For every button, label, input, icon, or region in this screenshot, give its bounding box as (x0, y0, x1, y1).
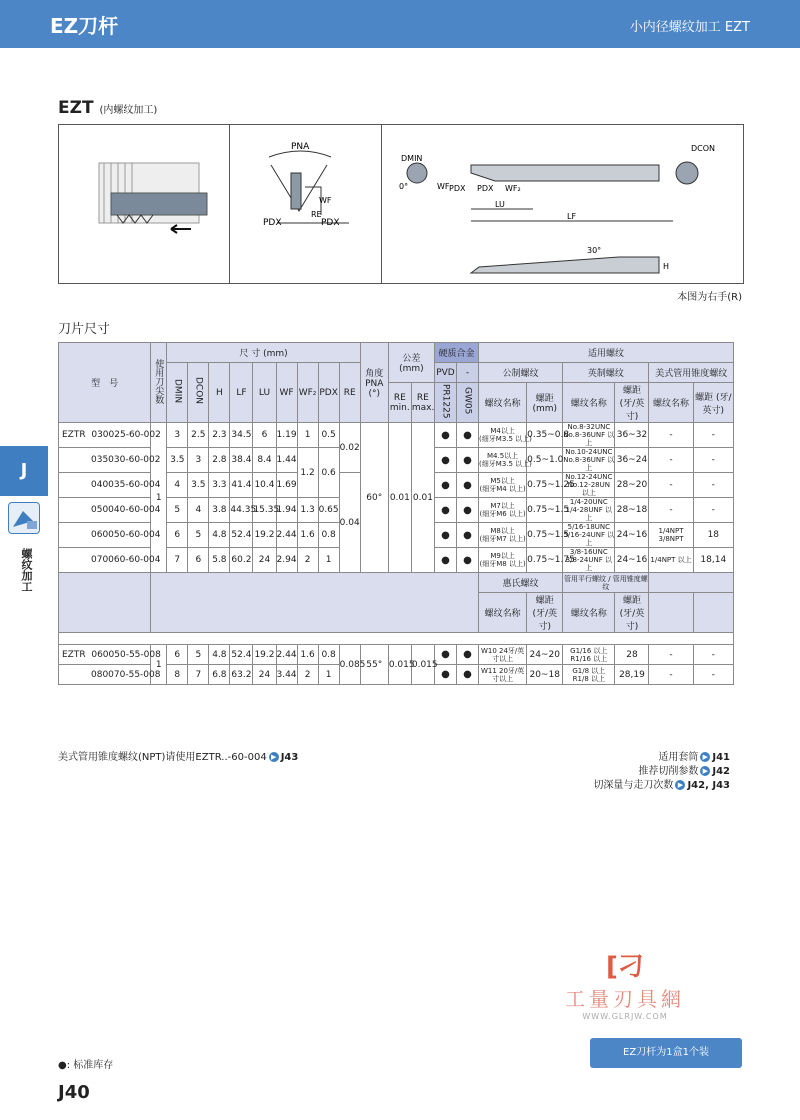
threading-icon (8, 502, 40, 534)
label-pdx-holder: PDX (449, 184, 466, 193)
th-angle: 角度 PNA (°) (360, 343, 388, 423)
label-30: 30° (587, 246, 602, 255)
th-h: H (209, 363, 230, 423)
th-tol: 公差 (mm) (388, 343, 434, 383)
label-dmin: DMIN (401, 154, 423, 163)
th-npt: 美式管用锥度螺纹 (649, 363, 734, 383)
th-lf: LF (230, 363, 253, 423)
th-pvd: PVD (434, 363, 456, 383)
th-gw05: GW05 (462, 387, 473, 415)
header-right-title: 小内径螺纹加工 EZT (629, 20, 750, 35)
label-wf: WF (319, 196, 332, 205)
table-row: 060050-60-004 6 5 4.8 52.4 19.2 2.44 1.6 0.8 ● ● M8以上 (细牙M7 以上) 0.75~1.5 5/16-18UNC 5/16-24UNF 以上 24~16 1/4NPT 3/8NPT 18 (59, 523, 734, 548)
ref-j43[interactable]: J43 (280, 752, 299, 763)
table-row: 080070-55-008 8 7 6.8 63.2 24 3.44 2 1 ● ● W11 20牙/英寸以上 20~18 G1/8 以上 R1/8 以上 28,19 - - (59, 665, 734, 685)
th-m-pitch: 螺距 (mm) (527, 383, 563, 423)
th-pdx: PDX (318, 363, 339, 423)
ref-cutting[interactable]: 推荐切削参数 ▶ J42 (638, 766, 730, 777)
th-n-pitch: 螺距 (牙/英寸) (693, 383, 733, 423)
label-pdx-right: PDX (321, 218, 340, 228)
page-number: J40 (58, 1082, 90, 1103)
ref-passes[interactable]: 切深量与走刀次数 ▶ J42, J43 (593, 780, 730, 791)
table-row: 070060-60-004 7 6 5.8 60.2 24 2.94 2 1 ● ● M9以上 (细牙M8 以上) 0.75~1.75 3/8-16UNC 3/8-24UNF 以上 24~16 1/4NPT 以上 18,14 (59, 548, 734, 573)
watermark-url: WWW.GLRJW.COM (582, 1012, 668, 1021)
th-i-name: 螺纹名称 (563, 383, 615, 423)
label-wf-holder: WF (437, 182, 450, 191)
section-subtitle: (内螺纹加工) (99, 105, 158, 116)
footnote-npt: 美式管用锥度螺纹(NPT)请使用EZTR..-60-004 ▶ J43 (58, 752, 299, 763)
th-wf2: WF₂ (297, 363, 318, 423)
table-row: 035030-60-002 3.5 3 2.8 38.4 8.4 1.44 1.2 0.6 ● ● M4.5以上 (细牙M3.5 以上) 0.5~1.0 No.10-24UNC No.8-36UNF 以上 36~24 - - (59, 448, 734, 473)
label-lu: LU (495, 200, 505, 209)
section-title (58, 98, 157, 118)
th-grade: 硬质合金 (434, 343, 478, 363)
th-inch: 英制螺纹 (563, 363, 649, 383)
watermark-name: 工量刃具網 (565, 987, 685, 1011)
watermark (540, 946, 710, 1021)
th-whit: 惠氏螺纹 (479, 573, 563, 593)
table-row: 050040-60-004 5 4 3.8 44.35 15.35 1.94 1.3 0.65 ● ● M7以上 (细牙M6 以上) 0.75~1.5 1/4-20UNC 1/4-28UNF 以上 28~18 - - (59, 498, 734, 523)
th-re-min: RE min. (388, 383, 411, 423)
th-bsp: 管用平行螺纹 / 管用锥度螺纹 (563, 574, 648, 591)
th-i-pitch: 螺距 (牙/英寸) (615, 383, 649, 423)
stock-legend: ●: 标准库存 (58, 1060, 114, 1071)
label-wf2: WF₂ (505, 184, 521, 193)
table-row: 040035-60-004 4 3.5 3.3 41.4 10.4 1.69 0.04 ● ● M5以上 (细牙M4 以上) 0.75~1.25 No.12-24UNC No.12-28UN 以上 28~20 - - (59, 473, 734, 498)
th-dcon: DCON (193, 377, 204, 405)
watermark-logo: [刁 (606, 952, 644, 982)
page-header (0, 0, 800, 48)
package-note: EZ刀杆为1盒1个装 (590, 1038, 742, 1068)
label-re: RE (311, 210, 322, 219)
label-zero: 0° (399, 182, 409, 191)
drawing-note: 本图为右手(R) (677, 292, 742, 303)
arrow-icon: ▶ (675, 780, 685, 790)
th-dash: - (456, 363, 478, 383)
insert-dimension-table: 型 号 使用刀尖数 尺 寸 (mm) 角度 PNA (°) 公差 (mm) 硬质合金 适用螺纹 DMIN DCON H LF LU WF WF₂ PDX RE PVD - 公制螺纹 英制螺纹 美式管用锥度螺纹 RE min. RE max. PR1225 GW05 螺纹名称 螺距 (mm) 螺纹名称 螺距 (牙/英寸) 螺纹名称 螺距 (牙/英寸) EZTR 030025-60-002 1 3 2.5 2.3 34.5 6 1.19 1 0.5 0.02 60° 0.01 0.01 ● ● M4以上 (细牙M3.5 以上) 0.35~0.8 No.8-32UNC No.8-36UNF 以上 36~32 - - 035030-60-002 3.5 3 2.8 38.4 8.4 1.44 1.2 0.6 ● ● M4.5以上 (细牙M3.5 以上) 0.5~1.0 No.10-24UNC No.8-36UNF 以上 36~24 - - 040035-60-004 4 3.5 3.3 41.4 10.4 1.69 0.04 ● ● M5以上 (细牙M4 以上) 0.75~1.25 No.12-24UNC No.12-28UN 以上 28~20 - - 050040-60-004 5 4 3.8 44.35 15.35 1.94 1.3 0.65 ● ● M7以上 (细牙M6 以上) 0.75~1.5 1/4-20UNC 1/4-28UNF 以上 28~18 - - 060050-60-004 6 5 4.8 52.4 19.2 2.44 1.6 0.8 ● ● M8以上 (细牙M7 以上) 0.75~1.5 5/16-18UNC 5/16-24UNF 以上 24~16 1/4NPT 3/8NPT 18 070060-60-004 7 6 5.8 60.2 24 2.94 2 1 ● ● M9以上 (细牙M8 以上) 0.75~1.75 3/8-16UNC 3/8-24UNF 以上 24~16 1/4NPT 以上 18,14 惠氏螺纹 管用平行螺纹 / 管用锥度螺纹 螺纹名称 螺距 (牙/英寸) 螺纹名称 螺距 (牙/英寸) EZTR 060050-55-008 1 6 5 4.8 52.4 19.2 2.44 1.6 0.8 0.085 55° 0.015 0.015 ● ● W10 24牙/英寸以上 24~20 G1/16 以上 R1/16 以上 28 - - 080070-55-008 8 7 6.8 63.2 24 3.44 2 1 ● ● W11 20牙/英寸以上 20~18 G1/8 以上 R1/8 以上 28,19 - - (58, 342, 734, 685)
th-thread: 适用螺纹 (479, 343, 734, 363)
arrow-icon: ▶ (700, 766, 710, 776)
label-lf: LF (567, 212, 577, 221)
ref-sleeve[interactable]: 适用套筒 ▶ J41 (658, 752, 730, 763)
label-pna: PNA (291, 142, 310, 152)
th-model: 型 号 (59, 343, 151, 423)
arrow-icon: ▶ (700, 752, 710, 762)
th-re-max: RE max. (411, 383, 434, 423)
side-tab-j[interactable]: J (0, 446, 48, 496)
th-pr1225: PR1225 (440, 383, 451, 419)
label-pdx-holder2: PDX (477, 184, 494, 193)
th-re: RE (339, 363, 360, 423)
th-wf: WF (276, 363, 297, 423)
th-n-name: 螺纹名称 (649, 383, 693, 423)
side-label: 螺纹加工 (20, 548, 33, 592)
technical-drawing (58, 124, 744, 284)
th-m-name: 螺纹名称 (479, 383, 527, 423)
drawing-svg (59, 125, 745, 283)
table-row: EZTR 030025-60-002 1 3 2.5 2.3 34.5 6 1.19 1 0.5 0.02 60° 0.01 0.01 ● ● M4以上 (细牙M3.5 以上) 0.35~0.8 No.8-32UNC No.8-36UNF 以上 36~32 - - (59, 423, 734, 448)
th-dims: 尺 寸 (mm) (167, 343, 360, 363)
th-edges: 使用刀尖数 (153, 358, 164, 404)
th-lu: LU (253, 363, 276, 423)
table-title: 刀片尺寸 (58, 322, 111, 337)
table-row: EZTR 060050-55-008 1 6 5 4.8 52.4 19.2 2.44 1.6 0.8 0.085 55° 0.015 0.015 ● ● W10 24牙/英寸以上 24~20 G1/16 以上 R1/16 以上 28 - - (59, 645, 734, 665)
label-h: H (663, 262, 670, 271)
arrow-icon: ▶ (269, 752, 279, 762)
th-metric: 公制螺纹 (479, 363, 563, 383)
label-dcon: DCON (691, 144, 716, 153)
th-dmin: DMIN (172, 378, 183, 404)
header-title: EZ刀杆 (50, 14, 119, 38)
label-pdx: PDX (263, 218, 282, 228)
section-title-main: EZT (58, 98, 94, 118)
